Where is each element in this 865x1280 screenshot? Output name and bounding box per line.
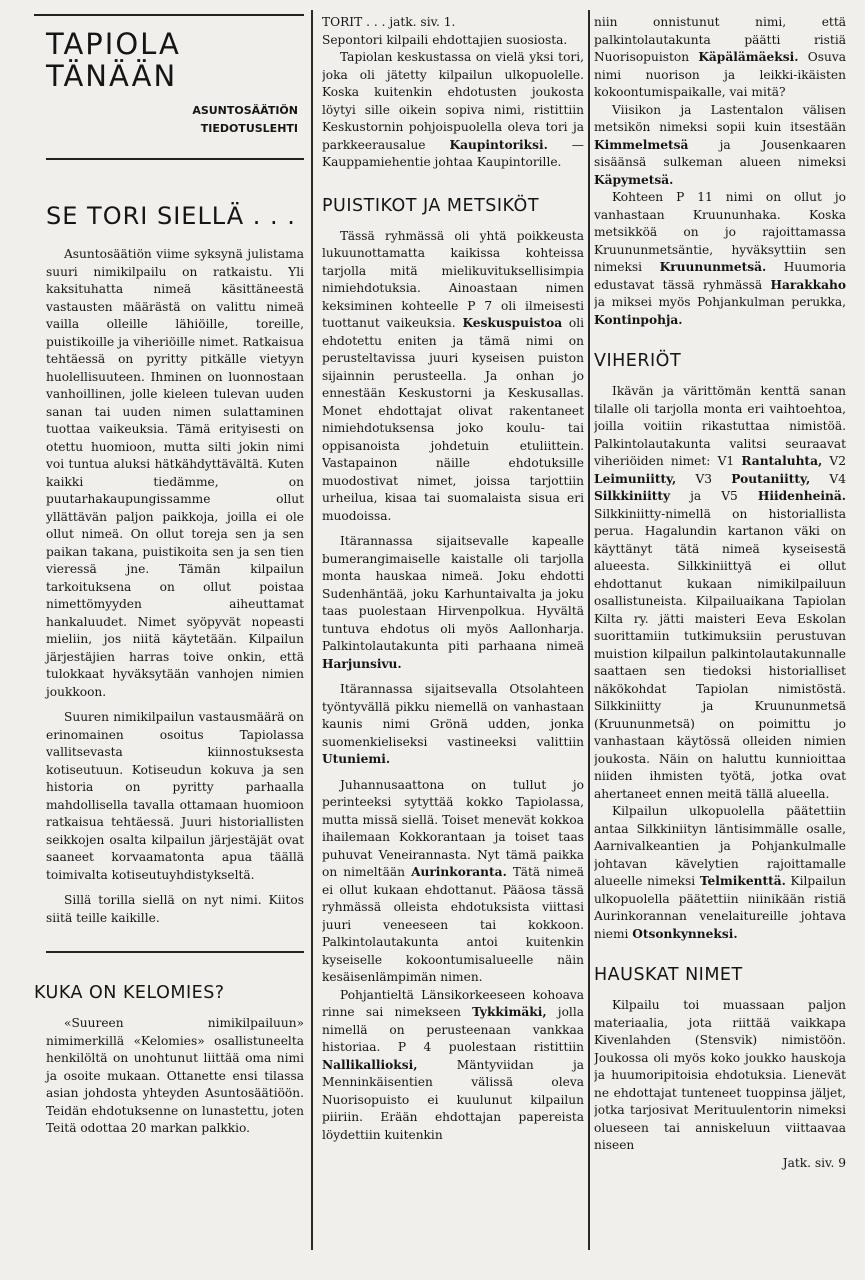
article-paragraph: Tässä ryhmässä oli yhtä poikkeusta lukuunottamatta kaikissa kohteissa tarjolla mitä mielikuvituksellisimpia nimiehdotuksia. Ainoastaan nimen keksiminen kohteelle P 7 oli ilmeisesti tuottanut vaikeuksia. Keskuspuistoa oli ehdotettu eniten ja tämä nimi on perusteltavissa juuri kyseisen puiston sijainnin perusteella. Ja onhan jo ennestään Keskustorni ja Keskusallas. Monet ehdottajat olivat rakentaneet nimiehdotuksensa joko koulu- tai oppisanoista johdetuin etuliittein. Vastapainon näille ehdotuksille muodostivat nimet, joissa tarjottiin urheilua, kisaa tai suomalaista sisua eri muodoissa. [322, 228, 584, 523]
article-paragraph: Viisikon ja Lastentalon välisen metsikön nimeksi sopii kuin itsestään Kimmelmetsä ja Jousenkaaren sisäänsä sulkeman alueen nimeksi Käpymetsä. [594, 102, 846, 187]
place-name: Kaupintoriksi. [449, 137, 548, 152]
notice-paragraph: «Suureen nimikilpailuun» nimimerkillä «Kelomies» osallistuneelta henkilöltä on unohtunut liittää oma nimi ja osoite mukaan. Ottanette ensi tilassa asian johdosta yhteyden Asuntosäätiöön. Teidän ehdotuksenne on lunastettu, joten Teitä odottaa 20 markan palkkio. [46, 1016, 304, 1135]
masthead [34, 14, 304, 168]
article-paragraph: Sepontori kilpaili ehdottajien suosiosta. [322, 32, 568, 47]
place-name: Harjunsivu. [322, 656, 402, 671]
article-paragraph: Asuntosäätiön viime syksynä julistama suuri nimikilpailu on ratkaistu. Yli kaksituhatta nimeä käsittäneestä vastausten määrästä on valittu nimeä vailla olleille lähiöille, toreille, puistikoille ja viheriöille nimet. Ratkaisua tehtäessä on pyritty pitkälle vietyyn huolellisuuteen. Ihminen on luonnostaan vanhoillinen, jolle kieleen tulevan uuden sanan tai uuden nimen sulattaminen tuottaa vaikeuksia. Tämä erityisesti on otettu huomioon, mutta silti jokin nimi voi tuntua aluksi hätkähdyttävältä. Kuten kaikki tiedämme, on puutarhakaupungissamme ollut yllättävän paljon paikkoja, joilla ei ole ollut nimeä. On ollut toreja sen ja sen paikan takana, puistikoita sen ja sen tien vieressä jne. Tämän kilpailun tarkoituksena on ollut poistaa nimettömyyden aiheuttamat hankaluudet. Nimet syöpyvät nopeasti mieliin, jos niitä käytetään. Kilpailun järjestäjien harras toive onkin, että tulokkaat hyväksytään vanhojen nimien joukkoon. [46, 247, 304, 699]
continued-footer: Jatk. siv. 9 [782, 1155, 846, 1170]
place-name: Harakkaho [770, 277, 846, 292]
article-paragraph: Itärannassa sijaitsevalle kapealle bumerangimaiselle kaistalle oli tarjolla monta hauskaa nimeä. Joku ehdotti Sudenhäntää, joku Karhuntaivalta ja joku taas puolestaan Hirvenpolkua. Hyvältä tuntuva ehdotus oli myös Aallonharja. Palkintolautakunta piti parhaana nimeä Harjunsivu. [322, 534, 584, 671]
masthead-subtitle-line2: TIEDOTUSLEHTI [200, 122, 298, 135]
article-paragraph: Tapiolan keskustassa on vielä yksi tori, joka oli jätetty kilpailun ulkopuolelle. Koska kuitenkin ehdotusten joukosta löytyi sille oikein sopiva nimi, ristittiin Keskustornin pohjoispuolella oleva tori ja parkkeerausalue Kaupintoriksi. — Kauppamiehentie johtaa Kaupintorille. [322, 50, 584, 169]
place-name: Keskuspuistoa [462, 316, 563, 330]
place-name: Tykkimäki, [472, 1005, 547, 1019]
article-paragraph: Suuren nimikilpailun vastausmäärä on erinomainen osoitus Tapiolassa vallitsevasta kiinnostuksesta kotiseutuun. Kotiseudun kokuva ja sen historia on pyritty parhaalla mahdollisella tavalla ottamaan huomioon ratkaisua tehtäessä. Juuri historiallisten seikkojen osalta kilpailun järjestäjät ovat saaneet korvaamatonta apua täällä toimivalta kotiseutuyhdistykseltä. [46, 710, 304, 882]
section-rule [46, 951, 304, 953]
place-name: Kruununmetsä. [659, 260, 767, 274]
column-divider [588, 10, 590, 1250]
place-name: Nallikallioksi, [322, 1057, 418, 1072]
article-paragraph: Kohteen P 11 nimi on ollut jo vanhastaan Kruununhaka. Koska metsikköä on jo rajoittamassa Kruununmetsäntie, hyväksyttiin sen nimeksi Kruununmetsä. Huumoria edustavat tässä ryhmässä Harakkaho ja miksei myös Pohjankulman perukka, Kontinpohja. [594, 190, 846, 327]
place-name: Utuniemi. [322, 752, 391, 766]
article-paragraph: Kilpailu toi muassaan paljon materiaalia, jota riittää vaikkapa Kivenlahden (Stensvik) nimistöön. Joukossa oli myös koko joukko hauskoja ja huumoripitoisia ehdotuksia. Lienevät ne ehdottajat tunteneet tuoppinsa jäljet, jotka tarjosivat Merituulentorin nimeksi olueseen tai anniskeluun viittaavaa niseen [594, 998, 846, 1152]
masthead-subtitle [34, 102, 304, 138]
article-paragraph: Juhannusaattona on tullut jo perinteeksi sytyttää kokko Tapiolassa, mutta missä siellä. Toiset menevät kokkoa ihailemaan Kokkorantaan ja toiset taas puhuvat Veneirannasta. Nyt tämä paikka on nimeltään Aurinkoranta. Tätä nimeä ei ollut kukaan ehdottanut. Pääosa tässä ryhmässä olleista ehdotuksista viittasi juuri veneeseen tai kokkoon. Palkintolautakunta antoi kuitenkin kyseiselle kokoontumisalueelle näin kesäisenlämpimän nimen. [322, 777, 584, 984]
place-name: Otsonkynneksi. [632, 926, 738, 941]
masthead-title-line2: TÄNÄÄN [46, 59, 178, 93]
place-name: Käpymetsä. [594, 172, 674, 187]
section-headline: PUISTIKOT JA METSIKÖT [322, 195, 540, 216]
section-headline: VIHERIÖT [594, 351, 682, 371]
masthead-subtitle-line1: ASUNTOSÄÄTIÖN [192, 104, 298, 117]
column-1 [34, 0, 304, 1138]
place-name: Aurinkoranta. [411, 865, 507, 879]
article-paragraph: Pohjantieltä Länsikorkeeseen kohoava rinne sai nimekseen Tykkimäki, jolla nimellä on perusteenaan vankkaa historiaa. P 4 puolestaan ristittiin Nallikallioksi, Mäntyviidan ja Menninkäisentien välissä oleva Nuorisopuisto ei kuulunut kilpailun piiriin. Erään ehdottajan papereista löydettiin kuitenkin [322, 987, 584, 1142]
notice-headline: KUKA ON KELOMIES? [34, 983, 225, 1003]
place-name: Kontinpohja. [594, 312, 683, 327]
place-name: Kimmelmetsä [594, 137, 689, 152]
article-paragraph: Kilpailun ulkopuolella päätettiin antaa Silkkiniityn läntisimmälle osalle, Aarnivalkeantien ja Pohjankulmalle johtavan kävelytien rajoittamalle alueelle nimeksi Telmikenttä. Kilpailun ulkopuolella päätettiin niinikään ristiä Aurinkorannan venelaitureille johtava niemi Otsonkynneksi. [594, 804, 846, 941]
masthead-title [34, 28, 304, 92]
section-headline: HAUSKAT NIMET [594, 965, 743, 985]
column-2 [322, 0, 584, 1144]
article-headline: SE TORI SIELLÄ . . . [46, 202, 296, 230]
masthead-rule [46, 158, 304, 160]
column-3 [594, 0, 846, 1172]
place-name: Telmikenttä. [699, 874, 786, 888]
article-paragraph: niin onnistunut nimi, että palkintolautakunta päätti ristiä Nuorisopuiston Käpälämäeksi. Osuva nimi nuorison ja leikki-ikäisten kokoontumispaikalle, vai mitä? [594, 15, 846, 99]
place-name: Käpälämäeksi. [698, 50, 799, 64]
column-divider [311, 10, 313, 1250]
continued-header: TORIT . . . jatk. siv. 1. [322, 15, 456, 29]
article-paragraph: Ikävän ja värittömän kenttä sanan tilalle oli tarjolla monta eri vaihtoehtoa, joilla voitiin rikastuttaa nimistöä. Palkintolautakunta valitsi seuraavat viheriöiden nimet: V1 Rantaluhta, V2 Leimuniitty, V3 Poutaniitty, V4 Silkkiniitty ja V5 Hiidenheinä. Silkkiniitty-nimellä on historiallista perua. Hagalundin kartanon väki on käyttänyt tätä nimeä kyseisestä alueesta. Silkkiniittyä ei ollut ehdottanut kukaan nimikilpailuun osallistuneista. Kilpailuaikana Tapiolan Kilta ry. jätti maisteri Eeva Eskolan suorittamiin tutkimuksiin perustuvan muistion kilpailun palkintolautakunnalle saattaen sen tiedoksi historialliset näkökohdat Tapiolan nimistöstä. Silkkiniitty ja Kruununmetsä (Kruununmetsä) on poimittu jo vanhastaan käytössä olleiden nimien joukosta. Näin on haluttu kunnioittaa niiden ihmisten työtä, jotka ovat ahertaneet ennen meitä tällä alueella. [594, 384, 846, 801]
article-paragraph: Itärannassa sijaitsevalla Otsolahteen työntyvällä pikku niemellä on vanhastaan kaunis nimi Grönä udden, jonka suomenkieliseksi vastineeksi valittiin Utuniemi. [322, 682, 584, 766]
article-paragraph: Sillä torilla siellä on nyt nimi. Kiitos siitä teille kaikille. [46, 893, 304, 925]
masthead-title-line1: TAPIOLA [46, 27, 181, 61]
